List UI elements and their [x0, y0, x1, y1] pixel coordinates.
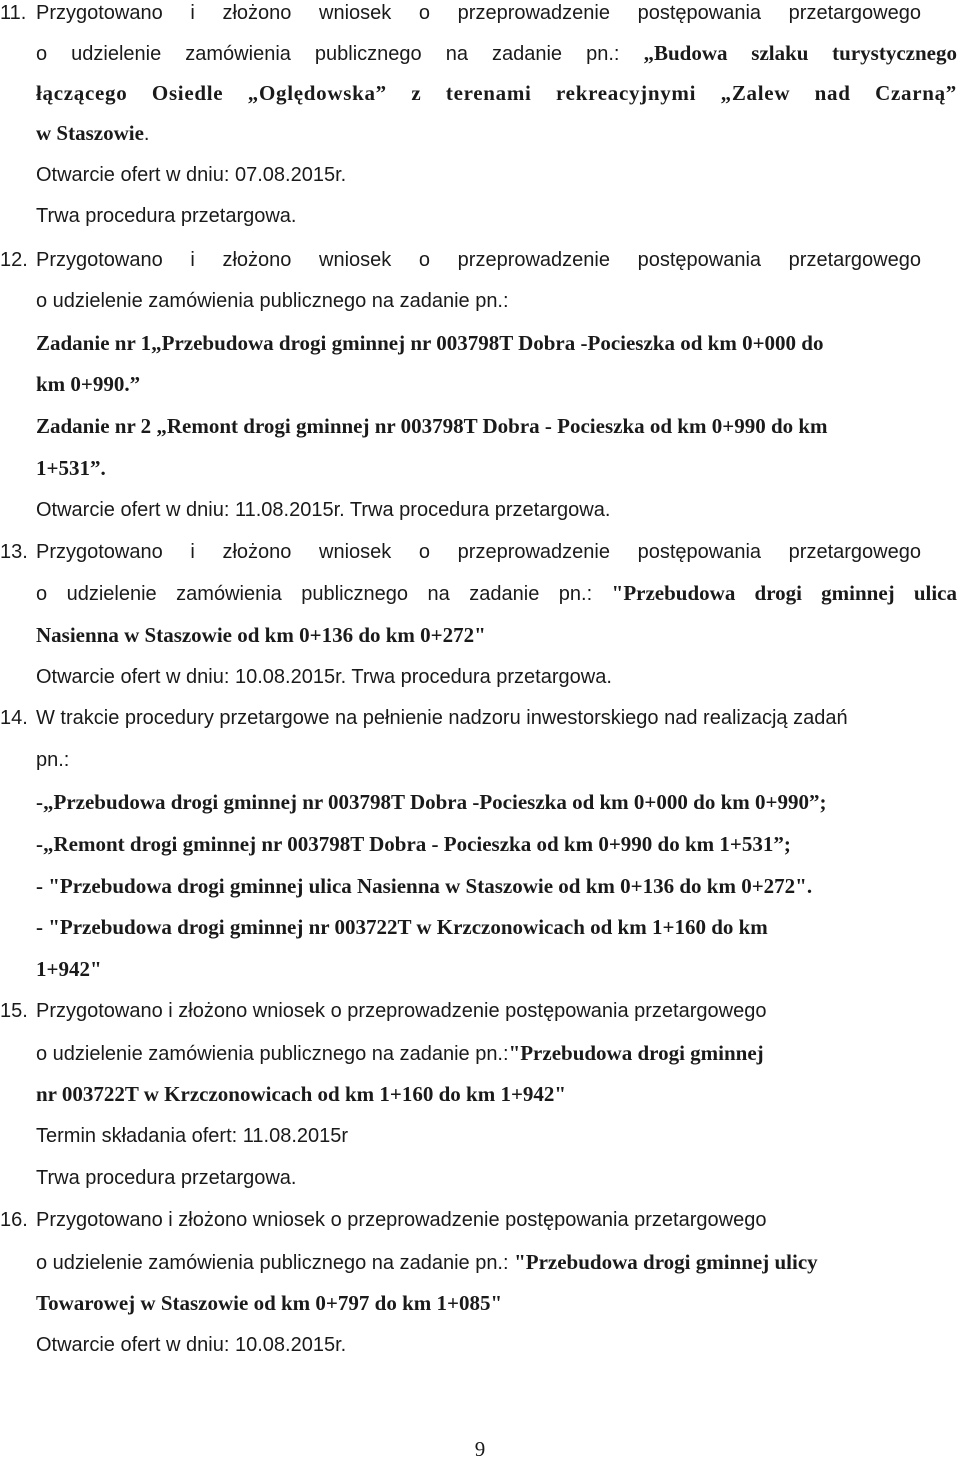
item-text: Otwarcie ofert w dniu: 11.08.2015r.: [36, 499, 345, 521]
item-14-bullet-4-cont: [36, 956, 960, 982]
item-number: 11.: [0, 2, 27, 24]
item-title-bold: Zadanie nr 2 „Remont drogi gminnej nr 003798T Dobra - Pocieszka od km 0+990 do km: [36, 414, 828, 438]
item-text: W trakcie procedury przetargowe na pełnienie nadzoru inwestorskiego nad realizacją zadań: [36, 707, 848, 729]
item-text: Przygotowano i złożono wniosek o przeprowadzenie postępowania przetargowego: [36, 2, 921, 24]
item-12-line-2: o udzielenie zamówienia publicznego na zadanie pn.:: [36, 290, 509, 312]
item-16-line-4: Otwarcie ofert w dniu: 10.08.2015r.: [36, 1334, 347, 1356]
item-13-line-2: [36, 580, 957, 606]
item-14-bullet-4: [36, 914, 960, 940]
item-text: Przygotowano i złożono wniosek o przeprowadzenie postępowania przetargowego: [36, 249, 921, 271]
item-13-line-4: [36, 664, 960, 690]
bullet-text: -„Przebudowa drogi gminnej nr 003798T Dobra -Pocieszka od km 0+000 do km 0+990”;: [36, 790, 827, 814]
bullet-text: 1+942": [36, 957, 102, 981]
item-text: o udzielenie zamówienia publicznego na zadanie pn.:: [36, 583, 612, 605]
item-15-line-5: Trwa procedura przetargowa.: [36, 1167, 297, 1189]
page-number: 9: [474, 1437, 486, 1461]
item-title-bold: km 0+990.”: [36, 372, 141, 396]
item-text: Przygotowano i złożono wniosek o przeprowadzenie postępowania przetargowego: [36, 1209, 767, 1231]
item-14-line-1: [0, 705, 960, 731]
item-title-bold: "Przebudowa drogi gminnej ulicy: [514, 1250, 818, 1274]
item-12-line-1: [0, 247, 921, 273]
item-title-bold: Nasienna w Staszowie od km 0+136 do km 0+272": [36, 623, 486, 647]
item-15-line-2: [36, 1040, 960, 1066]
item-12-line-7: [36, 497, 960, 523]
item-16-line-3: [36, 1290, 960, 1316]
item-text: Przygotowano i złożono wniosek o przeprowadzenie postępowania przetargowego: [36, 541, 921, 563]
item-14-line-2: pn.:: [36, 749, 70, 771]
item-number: 16.: [0, 1209, 28, 1231]
item-text: .: [143, 123, 150, 145]
bullet-text: - "Przebudowa drogi gminnej nr 003722T w Krzczonowicach od km 1+160 do km: [36, 915, 768, 939]
item-15-line-3: [36, 1081, 960, 1107]
item-text: o udzielenie zamówienia publicznego na zadanie pn.:: [36, 1252, 515, 1274]
item-12-line-3: [36, 330, 960, 356]
item-title-bold: łączącego Osiedle „Oględowska” z terenami rekreacyjnymi „Zalew nad Czarną”: [36, 81, 957, 105]
item-12-line-5: [36, 413, 960, 439]
item-12-line-4: [36, 371, 960, 397]
item-11-line-4: [36, 120, 960, 146]
item-title-bold: „Budowa szlaku turystycznego: [643, 41, 957, 65]
item-13-line-1: [0, 539, 921, 565]
item-11-line-1: [0, 0, 921, 26]
item-text: o udzielenie zamówienia publicznego na zadanie pn.:: [36, 43, 644, 65]
item-title-bold: 1+531”.: [36, 456, 106, 480]
item-number: 14.: [0, 707, 28, 729]
item-title-bold: "Przebudowa drogi gminnej ulica: [611, 581, 958, 605]
item-11-line-2: [36, 40, 957, 66]
item-16-line-2: [36, 1249, 960, 1275]
bullet-text: -„Remont drogi gminnej nr 003798T Dobra - Pocieszka od km 0+990 do km 1+531”;: [36, 832, 791, 856]
item-15-line-4: Termin składania ofert: 11.08.2015r: [36, 1125, 349, 1147]
item-text: Trwa procedura przetargowa.: [346, 666, 612, 688]
item-number: 12.: [0, 249, 28, 271]
item-text: Przygotowano i złożono wniosek o przeprowadzenie postępowania przetargowego: [36, 1000, 767, 1022]
item-title-bold: nr 003722T w Krzczonowicach od km 1+160 do km 1+942": [36, 1082, 567, 1106]
bullet-text: - "Przebudowa drogi gminnej ulica Nasienna w Staszowie od km 0+136 do km 0+272".: [36, 874, 813, 898]
item-13-line-3: [36, 622, 960, 648]
item-text: Trwa procedura przetargowa.: [344, 499, 611, 521]
item-11-line-3: [36, 80, 957, 106]
item-title-bold: Zadanie nr 1„Przebudowa drogi gminnej nr 003798T Dobra -Pocieszka od km 0+000 do: [36, 331, 824, 355]
item-14-bullet-1: [36, 789, 960, 815]
item-16-line-1: [0, 1207, 960, 1233]
item-title-bold: "Przebudowa drogi gminnej: [508, 1041, 764, 1065]
item-number: 15.: [0, 1000, 28, 1022]
item-14-bullet-3: [36, 873, 960, 899]
item-11-line-5: Otwarcie ofert w dniu: 07.08.2015r.: [36, 164, 347, 186]
item-12-line-6: [36, 455, 960, 481]
item-text: Otwarcie ofert w dniu: 10.08.2015r.: [36, 666, 347, 688]
item-11-line-6: Trwa procedura przetargowa.: [36, 205, 297, 227]
item-text: o udzielenie zamówienia publicznego na zadanie pn.:: [36, 1043, 509, 1065]
item-number: 13.: [0, 541, 28, 563]
item-title-bold: Towarowej w Staszowie od km 0+797 do km 1+085": [36, 1291, 503, 1315]
item-14-bullet-2: [36, 831, 960, 857]
item-title-bold: w Staszowie: [36, 121, 144, 145]
item-15-line-1: [0, 998, 960, 1024]
